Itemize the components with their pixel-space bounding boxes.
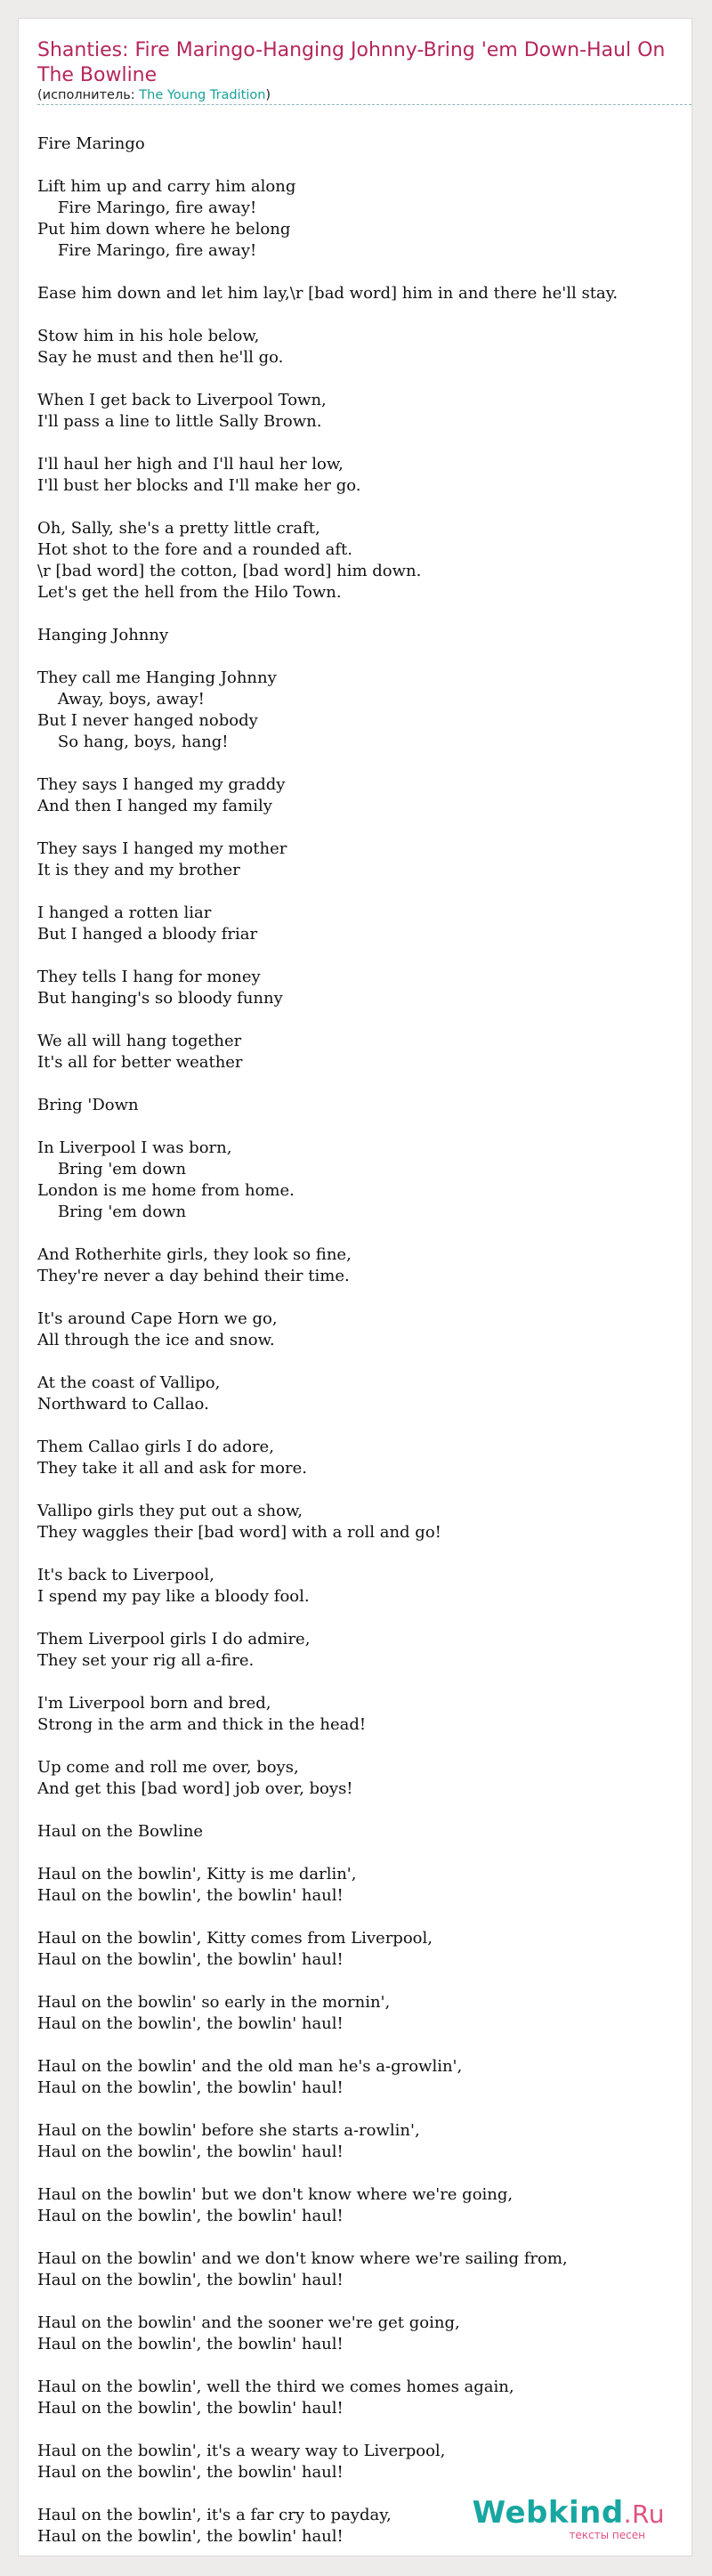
page-title: Shanties: Fire Maringo-Hanging Johnny-Bring 'em Down-Haul On The Bowline: [37, 39, 666, 86]
site-logo[interactable]: [472, 2495, 665, 2541]
logo-tld: .Ru: [623, 2499, 665, 2529]
artist-link[interactable]: The Young Tradition: [139, 88, 266, 102]
artist-suffix: ): [265, 88, 271, 102]
logo-wordmark: [472, 2495, 665, 2531]
logo-tagline: тексты песен: [569, 2529, 645, 2541]
logo-name: Webkind: [472, 2495, 624, 2531]
lyrics-text: Fire Maringo Lift him up and carry him along Fire Maringo, fire away! Put him down where he belong Fire Maringo, fire away! Ease him down and let him lay,\r [bad word] him in and there he'll stay. Stow him in his hole below, Say he must and then he'll go. When I get back to Liverpool Town, I'll pass a line to little Sally Brown. I'll haul her high and I'll haul her low, I'll bust her blocks and I'll make her go. Oh, Sally, she's a pretty little craft, Hot shot to the fore and a rounded aft. \r [bad word] the cotton, [bad word] him down. Let's get the hell from the Hilo Town. Hanging Johnny They call me Hanging Johnny Away, boys, away! But I never hanged nobody So hang, boys, hang! They says I hanged my graddy And then I hanged my family They says I hanged my mother It is they and my brother I hanged a rotten liar But I hanged a bloody friar They tells I hang for money But hanging's so bloody funny We all will hang together It's all for better weather Bring 'Down In Liverpool I was born, Bring 'em down London is me home from home. Bring 'em down And Rotherhite girls, they look so fine, They're never a day behind their time. It's around Cape Horn we go, All through the ice and snow. At the coast of Vallipo, Northward to Callao. Them Callao girls I do adore, They take it all and ask for more. Vallipo girls they put out a show, They waggles their [bad word] with a roll and go! It's back to Liverpool, I spend my pay like a bloody fool. Them Liverpool girls I do admire, They set your rig all a-fire. I'm Liverpool born and bred, Strong in the arm and thick in the head! Up come and roll me over, boys, And get this [bad word] job over, boys! Haul on the Bowline Haul on the bowlin', Kitty is me darlin', Haul on the bowlin', the bowlin' haul! Haul on the bowlin', Kitty comes from Liverpool, Haul on the bowlin', the bowlin' haul! Haul on the bowlin' so early in the mornin', Haul on the bowlin', the bowlin' haul! Haul on the bowlin' and the old man he's a-growlin', Haul on the bowlin', the bowlin' haul! Haul on the bowlin' before she starts a-rowlin', Haul on the bowlin', the bowlin' haul! Haul on the bowlin' but we don't know where we're going, Haul on the bowlin', the bowlin' haul! Haul on the bowlin' and we don't know where we're sailing from, Haul on the bowlin', the bowlin' haul! Haul on the bowlin' and the sooner we're get going, Haul on the bowlin', the bowlin' haul! Haul on the bowlin', well the third we comes homes again, Haul on the bowlin', the bowlin' haul! Haul on the bowlin', it's a weary way to Liverpool, Haul on the bowlin', the bowlin' haul! Haul on the bowlin', it's a far cry to payday, Haul on the bowlin', the bowlin' haul!: [37, 134, 619, 2546]
artist-prefix: (исполнитель:: [37, 88, 140, 102]
lyrics-card: [18, 18, 692, 2556]
artist-line: [37, 87, 692, 105]
